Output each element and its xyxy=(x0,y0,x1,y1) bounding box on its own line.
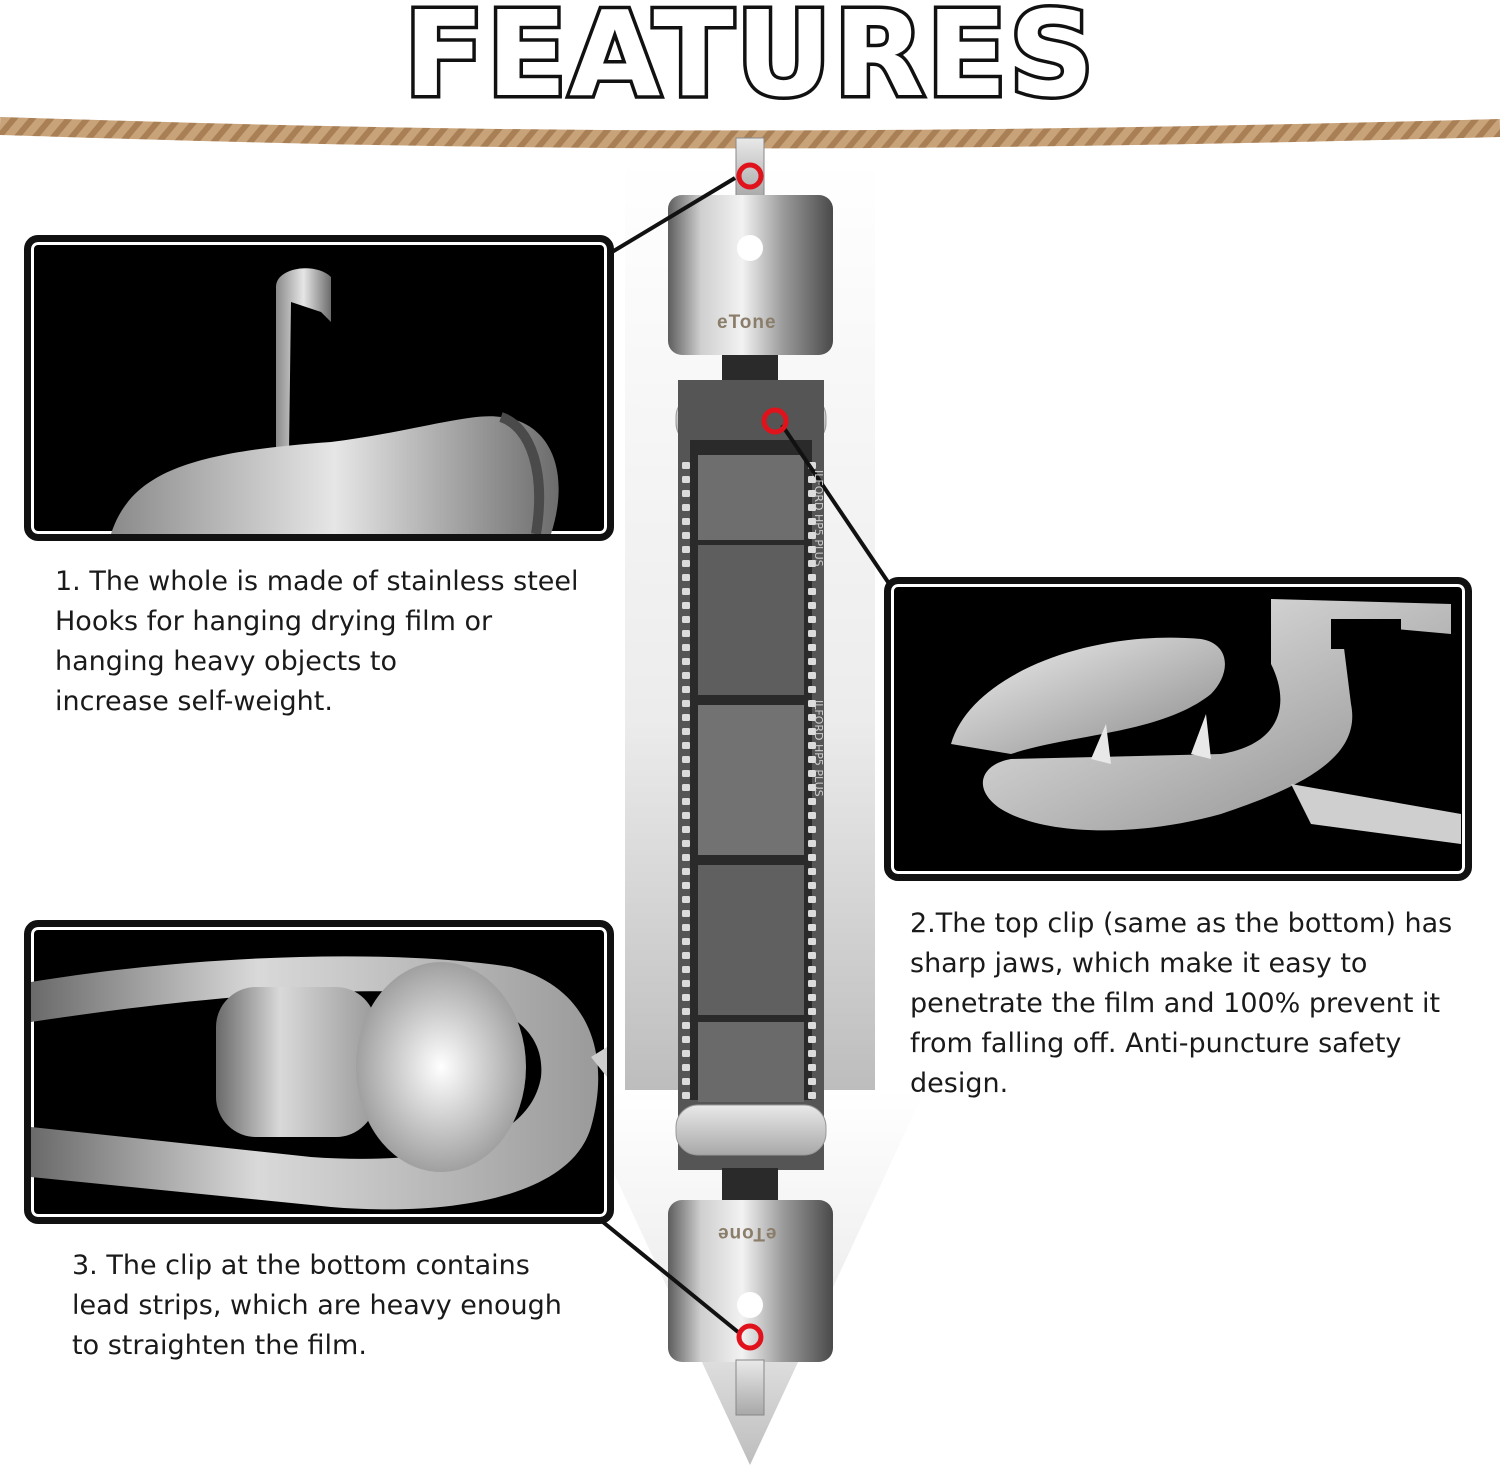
sprocket-hole xyxy=(682,546,690,553)
sprocket-hole xyxy=(808,966,816,973)
sprocket-hole xyxy=(682,1050,690,1057)
sprocket-hole xyxy=(682,882,690,889)
sprocket-hole xyxy=(808,854,816,861)
sprocket-hole xyxy=(682,938,690,945)
feature-3-line: lead strips, which are heavy enough xyxy=(72,1290,562,1321)
feature-1-line: increase self-weight. xyxy=(55,686,333,717)
sprocket-hole xyxy=(682,1022,690,1029)
sprocket-hole xyxy=(808,490,816,497)
feature-2-line: sharp jaws, which make it easy to xyxy=(910,948,1368,979)
sprocket-hole xyxy=(808,742,816,749)
feature-2-text xyxy=(910,904,1452,1104)
sprocket-hole xyxy=(808,756,816,763)
sprocket-hole xyxy=(808,630,816,637)
sprocket-hole xyxy=(682,756,690,763)
sprocket-hole xyxy=(682,728,690,735)
jaws-closeup-panel xyxy=(884,577,1472,881)
sprocket-hole xyxy=(682,784,690,791)
sprocket-hole xyxy=(808,714,816,721)
sprocket-hole xyxy=(682,1092,690,1099)
sprocket-hole xyxy=(808,602,816,609)
sprocket-hole xyxy=(682,630,690,637)
sprocket-hole xyxy=(682,476,690,483)
sprocket-hole xyxy=(682,602,690,609)
sprocket-hole xyxy=(682,616,690,623)
rope xyxy=(0,126,1500,139)
feature-3-line: 3. The clip at the bottom contains xyxy=(72,1250,530,1281)
sprocket-hole xyxy=(682,1064,690,1071)
feature-3-line: to straighten the film. xyxy=(72,1330,367,1361)
sprocket-hole xyxy=(808,532,816,539)
page-title: FEATURES xyxy=(403,0,1097,123)
sprocket-hole xyxy=(808,1036,816,1043)
sprocket-hole xyxy=(682,532,690,539)
film-edge-text: ILFORD HP5 PLUS xyxy=(812,470,825,567)
sprocket-hole xyxy=(808,896,816,903)
sprocket-hole xyxy=(808,574,816,581)
sprocket-hole xyxy=(682,574,690,581)
lead-strip-closeup-panel xyxy=(24,920,614,1224)
sprocket-hole xyxy=(682,896,690,903)
sprocket-hole xyxy=(682,924,690,931)
sprocket-hole xyxy=(808,980,816,987)
sprocket-hole xyxy=(808,644,816,651)
sprocket-hole xyxy=(682,980,690,987)
feature-1-text xyxy=(55,562,579,722)
sprocket-hole xyxy=(682,868,690,875)
sprocket-hole xyxy=(808,1050,816,1057)
feature-2-line: from falling off. Anti-puncture safety xyxy=(910,1028,1402,1059)
lead-strip-closeup-image xyxy=(31,927,607,1217)
sprocket-hole xyxy=(682,1036,690,1043)
sprocket-hole xyxy=(808,924,816,931)
film-strip xyxy=(678,380,824,1170)
sprocket-hole xyxy=(682,644,690,651)
sprocket-hole xyxy=(808,952,816,959)
sprocket-hole xyxy=(682,910,690,917)
hook-closeup-image xyxy=(31,242,607,534)
sprocket-hole xyxy=(808,910,816,917)
sprocket-hole xyxy=(682,560,690,567)
sprocket-hole xyxy=(808,588,816,595)
sprocket-hole xyxy=(682,658,690,665)
sprocket-hole xyxy=(682,1078,690,1085)
sprocket-hole xyxy=(808,826,816,833)
sprocket-hole xyxy=(808,616,816,623)
sprocket-hole xyxy=(682,770,690,777)
sprocket-hole xyxy=(808,868,816,875)
feature-1-line: hanging heavy objects to xyxy=(55,646,398,677)
sprocket-hole xyxy=(808,546,816,553)
sprocket-hole xyxy=(808,686,816,693)
sprocket-hole xyxy=(808,658,816,665)
sprocket-hole xyxy=(808,504,816,511)
sprocket-hole xyxy=(682,742,690,749)
sprocket-hole xyxy=(808,518,816,525)
film-edge-text: ILFORD HP5 PLUS xyxy=(812,700,825,797)
sprocket-hole xyxy=(682,700,690,707)
hook-closeup-panel xyxy=(24,235,614,541)
feature-1-line: Hooks for hanging drying film or xyxy=(55,606,493,637)
sprocket-hole xyxy=(682,462,690,469)
sprocket-hole xyxy=(808,938,816,945)
sprocket-hole xyxy=(808,784,816,791)
sprocket-hole xyxy=(682,854,690,861)
sprocket-hole xyxy=(682,504,690,511)
sprocket-hole xyxy=(808,1022,816,1029)
sprocket-hole xyxy=(808,700,816,707)
brand-logo-top: eTone xyxy=(717,312,777,333)
sprocket-hole xyxy=(682,588,690,595)
sprocket-hole xyxy=(808,770,816,777)
feature-2-line: penetrate the film and 100% prevent it xyxy=(910,988,1441,1019)
sprocket-hole xyxy=(808,840,816,847)
sprocket-hole xyxy=(808,1008,816,1015)
sprocket-hole xyxy=(682,952,690,959)
sprocket-hole xyxy=(808,994,816,1001)
sprocket-hole xyxy=(808,672,816,679)
sprocket-hole xyxy=(808,728,816,735)
sprocket-hole xyxy=(682,714,690,721)
sprocket-hole xyxy=(682,812,690,819)
jaws-closeup-image xyxy=(891,584,1465,874)
sprocket-hole xyxy=(682,966,690,973)
feature-2-line: 2.The top clip (same as the bottom) has xyxy=(910,908,1453,939)
sprocket-hole xyxy=(682,490,690,497)
feature-3-text xyxy=(72,1246,562,1366)
brand-logo-bottom: eTone xyxy=(717,1223,777,1244)
sprocket-hole xyxy=(682,840,690,847)
sprocket-hole xyxy=(682,798,690,805)
sprocket-hole xyxy=(682,826,690,833)
sprocket-hole xyxy=(808,560,816,567)
sprocket-hole xyxy=(682,1008,690,1015)
sprocket-hole xyxy=(808,882,816,889)
sprocket-hole xyxy=(808,1064,816,1071)
sprocket-hole xyxy=(682,518,690,525)
feature-1-line: 1. The whole is made of stainless steel xyxy=(55,566,579,597)
sprocket-hole xyxy=(808,1092,816,1099)
bottom-clip xyxy=(668,1105,833,1415)
sprocket-hole xyxy=(808,812,816,819)
sprocket-hole xyxy=(682,686,690,693)
sprocket-hole xyxy=(808,1078,816,1085)
sprocket-hole xyxy=(808,798,816,805)
sprocket-hole xyxy=(682,994,690,1001)
sprocket-hole xyxy=(682,672,690,679)
feature-2-line: design. xyxy=(910,1068,1009,1099)
